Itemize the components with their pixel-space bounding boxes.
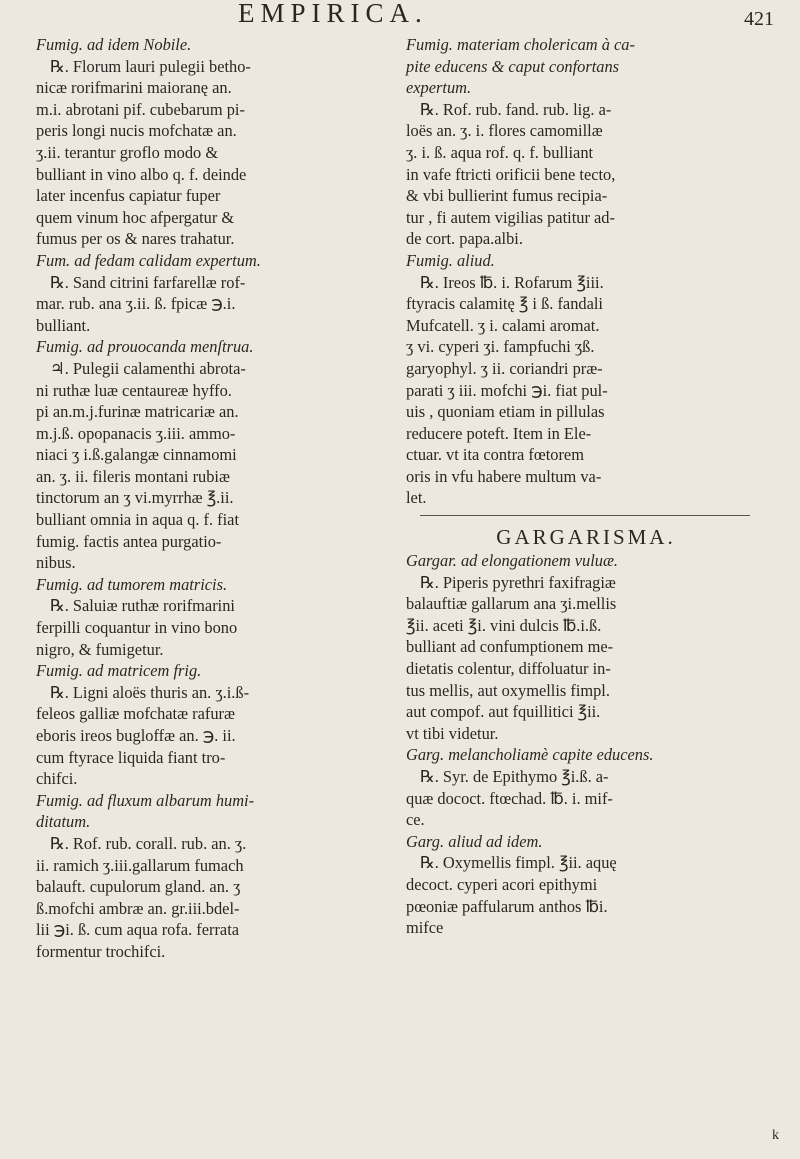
section-divider	[420, 515, 750, 516]
text-line: eboris ireos bugloffæ an. ℈. ii.	[36, 726, 236, 745]
recipe-heading: Fumig. ad idem Nobile.	[36, 35, 192, 54]
text-line: m.i. abrotani pif. cubebarum pi-	[36, 99, 245, 119]
text-line: & vbi bullierint fumus recipia-	[406, 186, 608, 206]
text-line: ferpilli coquantur in vino bono	[36, 618, 238, 638]
text-line: bulliant in vino albo q. f. deinde	[36, 164, 247, 184]
text-line: decoct. cyperi acori epithymi	[406, 874, 598, 894]
text-line: oris in vfu habere multum va-	[406, 466, 602, 486]
text-line: tinctorum an ʒ vi.myrrhæ ℥.ii.	[36, 488, 234, 508]
text-line: nibus.	[36, 553, 76, 573]
text-line: ℞. Syr. de Epithymo ℥i.ß. a-	[420, 767, 609, 786]
text-line: ℞. Saluiæ ruthæ rorifmarini	[50, 596, 235, 616]
text-line: niaci ʒ i.ß.galangæ cinnamomi	[36, 445, 237, 465]
recipe-heading: Gargar. ad elongationem vuluæ.	[406, 551, 619, 571]
text-line: in vafe ftricti orificii bene tecto,	[406, 164, 616, 184]
recipe-heading: ditatum.	[36, 812, 91, 832]
recipe-heading: Fumig. ad tumorem matricis.	[36, 574, 228, 594]
text-line: later incenfus capiatur fuper	[36, 186, 221, 206]
running-title: EMPIRICA.	[238, 0, 428, 28]
text-line: ℞. Sand citrini farfarellæ rof-	[50, 272, 246, 292]
text-line: balauftiæ gallarum ana ʒi.mellis	[406, 594, 617, 614]
text-line: ℥ii. aceti ℥i. vini dulcis ℔.i.ß.	[406, 615, 602, 635]
text-line: bulliant.	[36, 315, 91, 335]
text-line: Mufcatell. ʒ i. calami aromat.	[406, 315, 600, 335]
recipe-heading: Fumig. aliud.	[406, 250, 495, 270]
text-line: dietatis colentur, diffoluatur in-	[406, 659, 611, 679]
text-line: aut compof. aut fquillitici ℥ii.	[406, 702, 601, 722]
text-line: bulliant ad confumptionem me-	[406, 637, 614, 657]
text-line: parati ʒ iii. mofchi ℈i. fiat pul-	[406, 380, 608, 400]
text-line: quæ dococt. ftœchad. ℔. i. mif-	[406, 788, 613, 808]
text-line: lii ℈i. ß. cum aqua rofa. ferrata	[36, 920, 240, 940]
text-line: ℞. Florum lauri pulegii betho-	[50, 56, 251, 76]
text-line: bulliant omnia in aqua q. f. fiat	[36, 510, 240, 530]
text-line: ℞. Rof. rub. fand. rub. lig. a-	[420, 99, 612, 119]
right-column	[406, 34, 766, 939]
left-column	[36, 34, 396, 963]
text-line: mar. rub. ana ʒ.ii. ß. fpicæ ℈.i.	[36, 294, 236, 314]
text-line: ℞. Ligni aloës thuris an. ʒ.i.ß-	[50, 682, 250, 702]
text-line: fumus per os & nares trahatur.	[36, 229, 235, 249]
text-line: peris longi nucis mofchatæ an.	[36, 121, 237, 141]
text-line: ctuar. vt ita contra fœtorem	[406, 445, 584, 465]
running-head	[0, 0, 800, 30]
text-line: ii. ramich ʒ.iii.gallarum fumach	[36, 855, 244, 875]
text-line: nigro, & fumigetur.	[36, 639, 164, 659]
text-line: an. ʒ. ii. fileris montani rubiæ	[36, 466, 230, 486]
text-line: ftyracis calamitę ℥ i ß. fandali	[406, 294, 603, 314]
text-line: de cort. papa.albi.	[406, 229, 523, 249]
right-column-bottom	[406, 550, 766, 939]
recipe-heading: pite educens & caput confortans	[406, 56, 620, 76]
text-line: tus mellis, aut oxymellis fimpl.	[406, 680, 610, 700]
signature-mark: k	[772, 1128, 779, 1143]
text-line: mifce	[406, 918, 444, 938]
recipe-heading: expertum.	[406, 78, 472, 98]
text-line: fumig. factis antea purgatio-	[36, 531, 222, 551]
text-line: ce.	[406, 810, 425, 830]
text-line: ℞. Rof. rub. corall. rub. an. ʒ.	[50, 833, 247, 853]
text-line: ʒ. i. ß. aqua rof. q. f. bulliant	[406, 142, 594, 162]
text-line: ʒ vi. cyperi ʒi. fampfuchi ʒß.	[406, 337, 595, 357]
text-line: ni ruthæ luæ centaureæ hyffo.	[36, 380, 232, 400]
text-line: uis , quoniam etiam in pillulas	[406, 402, 605, 422]
text-line: vt tibi videtur.	[406, 723, 499, 743]
text-line: reducere poteft. Item in Ele-	[406, 423, 592, 443]
text-line: ℞. Ireos ℔. i. Rofarum ℥iii.	[420, 272, 604, 292]
recipe-heading: Garg. aliud ad idem.	[406, 831, 543, 851]
recipe-heading: Fumig. materiam cholericam à ca-	[406, 35, 635, 54]
text-line: formentur trochifci.	[36, 941, 166, 961]
recipe-heading: Fumig. ad prouocanda menſtrua.	[36, 337, 254, 357]
text-line: cum ftyrace liquida fiant tro-	[36, 747, 226, 767]
text-line: nicæ rorifmarini maioranę an.	[36, 78, 232, 98]
text-line: quem vinum hoc afpergatur &	[36, 207, 235, 227]
text-line: pœoniæ paffularum anthos ℔i.	[406, 896, 608, 916]
recipe-heading: Fumig. ad matricem frig.	[36, 661, 202, 681]
right-column-top	[406, 34, 766, 509]
recipe-heading: Garg. melancholiamè capite educens.	[406, 745, 654, 765]
text-line: pi an.m.j.furinæ matricariæ an.	[36, 402, 239, 422]
text-line: garyophyl. ʒ ii. coriandri præ-	[406, 358, 603, 378]
text-line: balauft. cupulorum gland. an. ʒ	[36, 877, 241, 897]
section-heading: GARGARISMA.	[496, 525, 676, 550]
page-number: 421	[744, 8, 774, 30]
text-line: let.	[406, 488, 427, 508]
text-line: ℞. Oxymellis fimpl. ℥ii. aquę	[420, 853, 617, 873]
text-line: tur , fi autem vigilias patitur ad-	[406, 207, 615, 227]
text-line: ß.mofchi ambræ an. gr.iii.bdel-	[36, 898, 240, 918]
text-line: m.j.ß. opopanacis ʒ.iii. ammo-	[36, 423, 236, 443]
recipe-heading: Fum. ad fedam calidam expertum.	[36, 250, 261, 270]
text-line: chifci.	[36, 769, 78, 789]
text-line: feleos galliæ mofchatæ rafuræ	[36, 704, 235, 724]
text-line: loës an. ʒ. i. flores camomillæ	[406, 121, 603, 141]
text-line: ℞. Piperis pyrethri faxifragiæ	[420, 572, 616, 592]
recipe-heading: Fumig. ad fluxum albarum humi-	[36, 790, 255, 810]
text-line: ʒ.ii. terantur groflo modo &	[36, 142, 219, 162]
text-line: ♃. Pulegii calamenthi abrota-	[50, 358, 246, 378]
